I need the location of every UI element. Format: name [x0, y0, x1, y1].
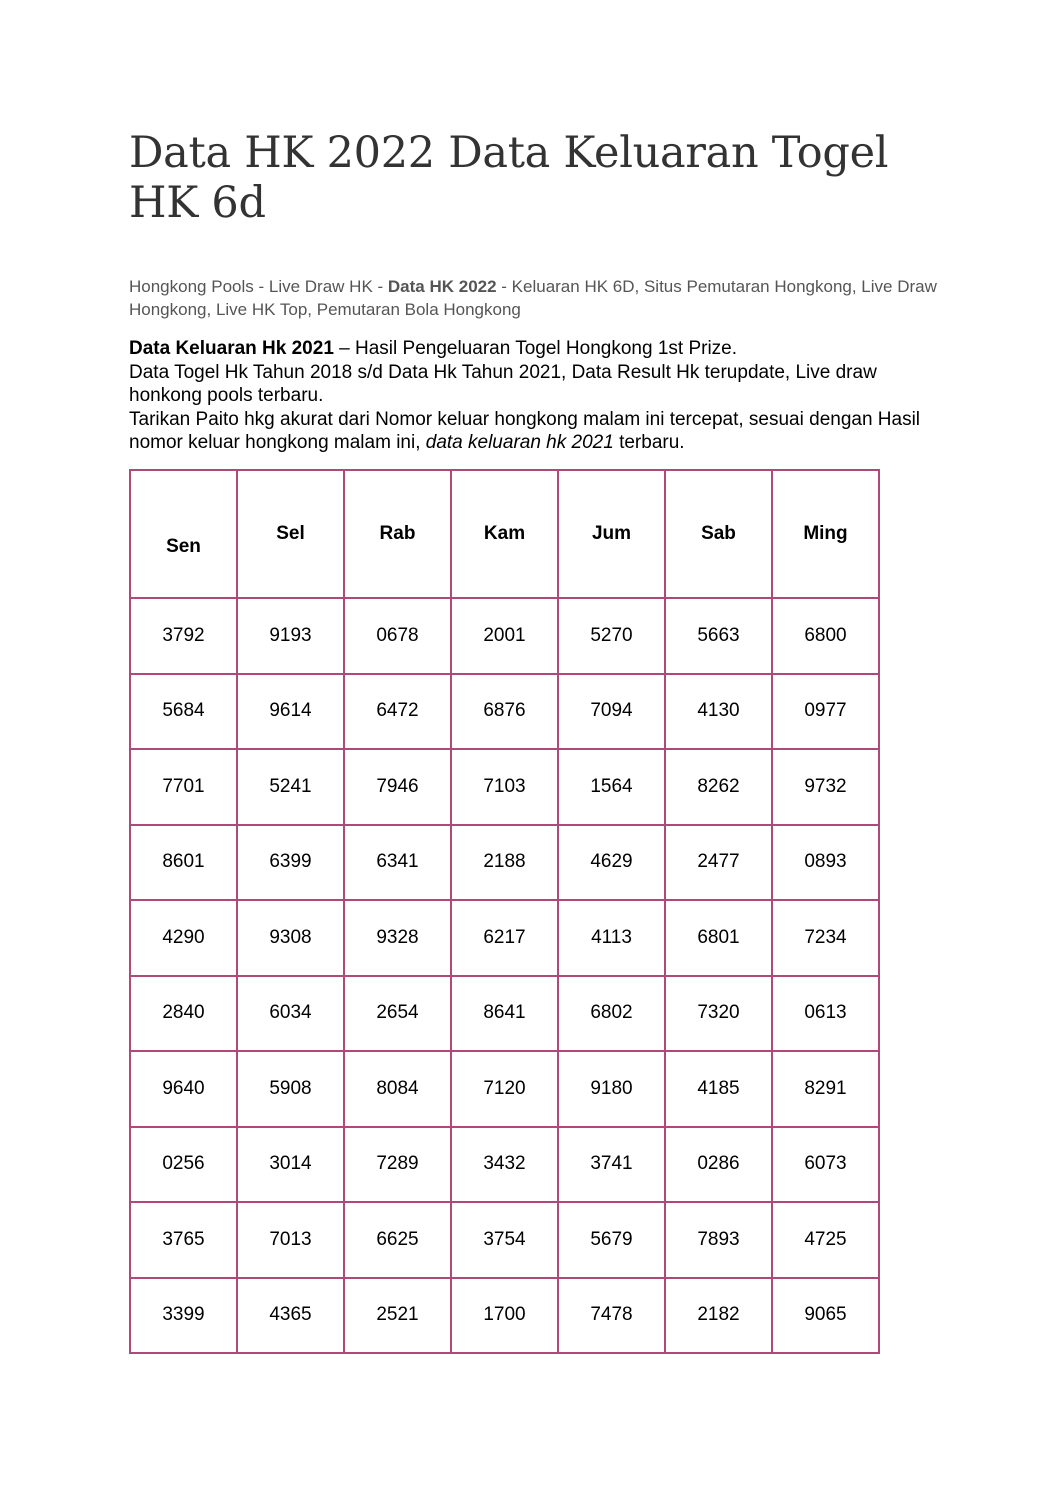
table-cell: 3754	[451, 1202, 558, 1278]
subtitle-text-end: - Keluaran HK 6D, Situs Pemutaran Hongkong, Live Draw Hongkong, Live HK Top, Pemutaran Bola Hongkong	[129, 277, 937, 319]
table-row	[130, 749, 879, 825]
table-cell: 6625	[344, 1202, 451, 1278]
header-sel: Sel	[237, 470, 344, 598]
table-cell: 7013	[237, 1202, 344, 1278]
table-cell: 6341	[344, 825, 451, 901]
table-cell: 1564	[558, 749, 665, 825]
table-cell: 8641	[451, 976, 558, 1052]
table-cell: 5270	[558, 598, 665, 674]
table-cell: 6472	[344, 674, 451, 750]
table-cell: 3432	[451, 1127, 558, 1203]
table-header-row	[130, 470, 879, 598]
table-cell: 4113	[558, 900, 665, 976]
table-cell: 9732	[772, 749, 879, 825]
table-cell: 2840	[130, 976, 237, 1052]
table-cell: 7893	[665, 1202, 772, 1278]
table-cell: 6073	[772, 1127, 879, 1203]
results-table	[129, 469, 880, 1354]
table-cell: 7701	[130, 749, 237, 825]
table-cell: 2188	[451, 825, 558, 901]
table-cell: 3014	[237, 1127, 344, 1203]
table-cell: 8084	[344, 1051, 451, 1127]
table-cell: 9065	[772, 1278, 879, 1354]
table-cell: 8291	[772, 1051, 879, 1127]
header-kam: Kam	[451, 470, 558, 598]
table-cell: 9328	[344, 900, 451, 976]
table-cell: 0256	[130, 1127, 237, 1203]
table-cell: 7289	[344, 1127, 451, 1203]
header-ming: Ming	[772, 470, 879, 598]
table-cell: 2521	[344, 1278, 451, 1354]
table-row	[130, 976, 879, 1052]
header-jum: Jum	[558, 470, 665, 598]
table-cell: 6801	[665, 900, 772, 976]
table-cell: 8601	[130, 825, 237, 901]
table-cell: 7478	[558, 1278, 665, 1354]
table-cell: 5241	[237, 749, 344, 825]
table-cell: 4725	[772, 1202, 879, 1278]
header-rab: Rab	[344, 470, 451, 598]
table-cell: 8262	[665, 749, 772, 825]
table-cell: 9640	[130, 1051, 237, 1127]
intro-line-3	[129, 408, 929, 455]
table-cell: 6034	[237, 976, 344, 1052]
table-row	[130, 1278, 879, 1354]
table-cell: 9614	[237, 674, 344, 750]
table-cell: 4629	[558, 825, 665, 901]
subtitle-text-start: Hongkong Pools - Live Draw HK -	[129, 277, 388, 296]
intro-line-3-start: Tarikan Paito hkg akurat dari Nomor keluar hongkong malam ini tercepat, sesuai dengan Hasil nomor keluar hongkong malam ini,	[129, 408, 921, 453]
intro-line-3-end: terbaru.	[613, 432, 685, 453]
table-row	[130, 674, 879, 750]
table-cell: 3765	[130, 1202, 237, 1278]
table-row	[130, 598, 879, 674]
table-cell: 0613	[772, 976, 879, 1052]
header-sen: Sen	[130, 470, 237, 598]
table-cell: 7320	[665, 976, 772, 1052]
table-cell: 7946	[344, 749, 451, 825]
table-cell: 2182	[665, 1278, 772, 1354]
table-cell: 3741	[558, 1127, 665, 1203]
table-cell: 0678	[344, 598, 451, 674]
table-cell: 7234	[772, 900, 879, 976]
table-row	[130, 1127, 879, 1203]
table-cell: 4130	[665, 674, 772, 750]
page-title: Data HK 2022 Data Keluaran Togel HK 6d	[129, 128, 889, 228]
table-row	[130, 825, 879, 901]
intro-line-3-italic: data keluaran hk 2021	[425, 432, 614, 453]
table-cell: 7120	[451, 1051, 558, 1127]
table-cell: 2654	[344, 976, 451, 1052]
intro-line-1-bold: Data Keluaran Hk 2021	[129, 338, 334, 359]
table-cell: 6217	[451, 900, 558, 976]
table-cell: 6876	[451, 674, 558, 750]
table-cell: 0893	[772, 825, 879, 901]
table-row	[130, 900, 879, 976]
table-body	[130, 598, 879, 1353]
table-cell: 7103	[451, 749, 558, 825]
intro-text	[129, 337, 929, 455]
table-cell: 2001	[451, 598, 558, 674]
table-cell: 9193	[237, 598, 344, 674]
table-cell: 6399	[237, 825, 344, 901]
intro-line-1	[129, 337, 929, 361]
subtitle	[129, 275, 949, 321]
table-cell: 9308	[237, 900, 344, 976]
table-cell: 5908	[237, 1051, 344, 1127]
header-sab: Sab	[665, 470, 772, 598]
table-cell: 5663	[665, 598, 772, 674]
intro-line-1-rest: – Hasil Pengeluaran Togel Hongkong 1st Prize.	[333, 338, 738, 359]
table-cell: 4185	[665, 1051, 772, 1127]
table-cell: 4365	[237, 1278, 344, 1354]
table-cell: 0286	[665, 1127, 772, 1203]
table-cell: 4290	[130, 900, 237, 976]
table-cell: 0977	[772, 674, 879, 750]
table-cell: 5679	[558, 1202, 665, 1278]
table-cell: 9180	[558, 1051, 665, 1127]
subtitle-bold: Data HK 2022	[387, 277, 497, 296]
table-cell: 7094	[558, 674, 665, 750]
table-row	[130, 1202, 879, 1278]
table-cell: 1700	[451, 1278, 558, 1354]
table-cell: 2477	[665, 825, 772, 901]
table-cell: 3792	[130, 598, 237, 674]
table-cell: 3399	[130, 1278, 237, 1354]
table-cell: 6802	[558, 976, 665, 1052]
intro-line-2: Data Togel Hk Tahun 2018 s/d Data Hk Tahun 2021, Data Result Hk terupdate, Live draw honkong pools terbaru.	[129, 361, 877, 406]
table-cell: 6800	[772, 598, 879, 674]
table-row	[130, 1051, 879, 1127]
table-cell: 5684	[130, 674, 237, 750]
